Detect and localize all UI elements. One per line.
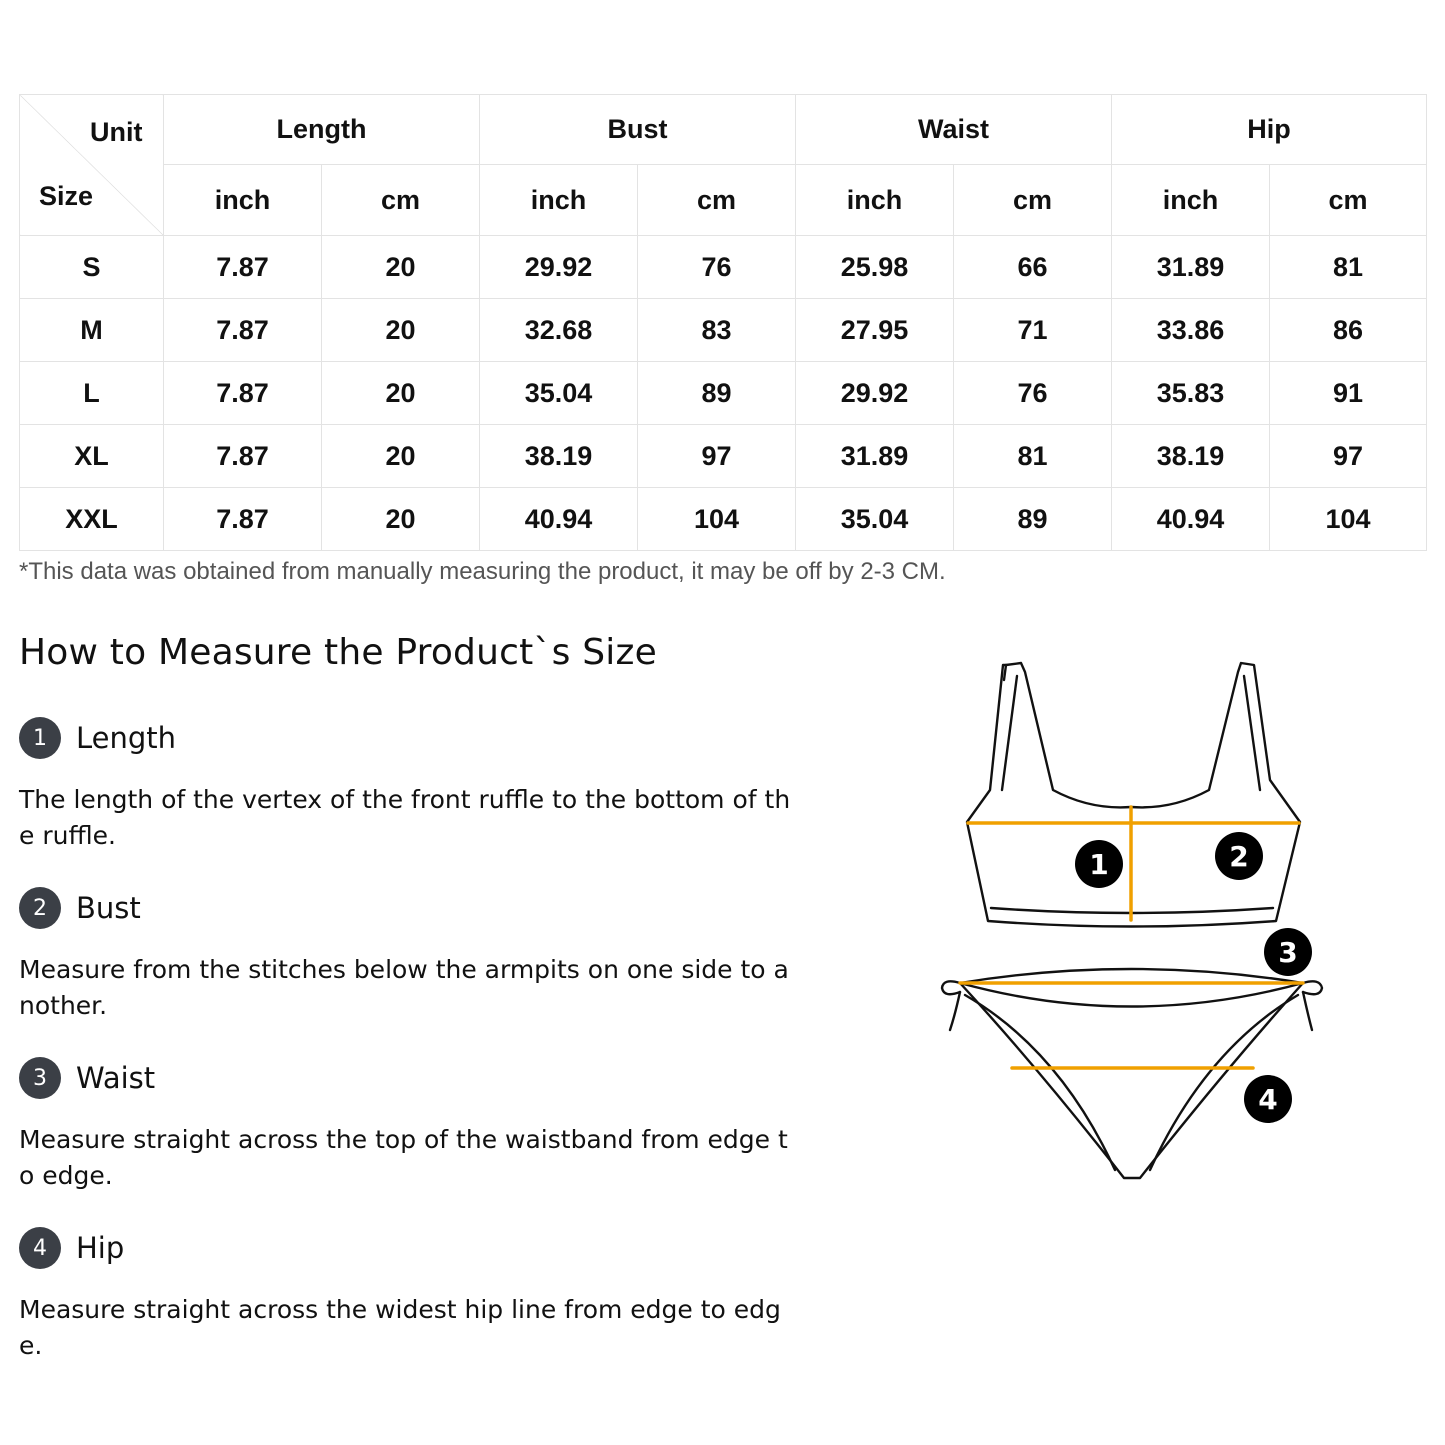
- step-name: Bust: [76, 891, 141, 925]
- value-cell: 97: [638, 425, 796, 488]
- unit-header-inch: inch: [1112, 165, 1270, 236]
- step-description: Measure straight across the widest hip line from edge to edge.: [19, 1295, 781, 1360]
- step-hip: [19, 1226, 809, 1364]
- corner-unit-label: Unit: [90, 117, 143, 147]
- guide-title: How to Measure the Product`s Size: [19, 632, 657, 673]
- value-cell: 89: [954, 488, 1112, 551]
- unit-header-inch: inch: [480, 165, 638, 236]
- value-cell: 71: [954, 299, 1112, 362]
- bikini-top-illustration: [967, 663, 1300, 927]
- size-cell: M: [20, 299, 164, 362]
- value-cell: 38.19: [1112, 425, 1270, 488]
- bikini-bottom-illustration: [942, 969, 1322, 1178]
- value-cell: 35.04: [480, 362, 638, 425]
- table-header-row: [20, 95, 1427, 165]
- marker-4: [1244, 1075, 1292, 1123]
- table-unit-row: [20, 165, 1427, 236]
- group-header-bust: Bust: [480, 95, 796, 165]
- value-cell: 35.04: [796, 488, 954, 551]
- step-number-badge: 1: [19, 717, 61, 759]
- size-cell: L: [20, 362, 164, 425]
- step-description: The length of the vertex of the front ruffle to the bottom of the ruffle.: [19, 785, 791, 850]
- marker-1: [1075, 840, 1123, 888]
- value-cell: 38.19: [480, 425, 638, 488]
- value-cell: 20: [322, 362, 480, 425]
- value-cell: 76: [954, 362, 1112, 425]
- bikini-measurement-diagram: [930, 655, 1330, 1195]
- value-cell: 40.94: [1112, 488, 1270, 551]
- size-chart-table: [19, 94, 1427, 551]
- step-description: Measure from the stitches below the armpits on one side to another.: [19, 955, 789, 1020]
- value-cell: 29.92: [796, 362, 954, 425]
- value-cell: 32.68: [480, 299, 638, 362]
- value-cell: 20: [322, 236, 480, 299]
- value-cell: 40.94: [480, 488, 638, 551]
- value-cell: 104: [638, 488, 796, 551]
- marker-2: [1215, 832, 1263, 880]
- value-cell: 27.95: [796, 299, 954, 362]
- step-number-badge: 2: [19, 887, 61, 929]
- value-cell: 7.87: [164, 488, 322, 551]
- unit-header-inch: inch: [796, 165, 954, 236]
- size-cell: XL: [20, 425, 164, 488]
- step-header: [19, 1226, 809, 1270]
- value-cell: 33.86: [1112, 299, 1270, 362]
- corner-size-label: Size: [39, 181, 94, 211]
- value-cell: 20: [322, 299, 480, 362]
- step-name: Hip: [76, 1231, 125, 1265]
- value-cell: 7.87: [164, 299, 322, 362]
- table-row: [20, 236, 1427, 299]
- unit-header-cm: cm: [1270, 165, 1427, 236]
- value-cell: 31.89: [1112, 236, 1270, 299]
- step-number-badge: 3: [19, 1057, 61, 1099]
- value-cell: 81: [1270, 236, 1427, 299]
- step-header: [19, 716, 809, 760]
- measurement-note: *This data was obtained from manually measuring the product, it may be off by 2-3 CM.: [19, 558, 946, 585]
- step-bust: [19, 886, 809, 1024]
- group-header-length: Length: [164, 95, 480, 165]
- table-row: [20, 488, 1427, 551]
- value-cell: 104: [1270, 488, 1427, 551]
- value-cell: 20: [322, 488, 480, 551]
- value-cell: 7.87: [164, 362, 322, 425]
- step-number-badge: 4: [19, 1227, 61, 1269]
- value-cell: 81: [954, 425, 1112, 488]
- step-name: Length: [76, 721, 177, 755]
- value-cell: 76: [638, 236, 796, 299]
- value-cell: 31.89: [796, 425, 954, 488]
- value-cell: 97: [1270, 425, 1427, 488]
- table-row: [20, 425, 1427, 488]
- value-cell: 86: [1270, 299, 1427, 362]
- group-header-hip: Hip: [1112, 95, 1427, 165]
- unit-header-cm: cm: [954, 165, 1112, 236]
- step-header: [19, 1056, 809, 1100]
- value-cell: 35.83: [1112, 362, 1270, 425]
- unit-header-inch: inch: [164, 165, 322, 236]
- value-cell: 25.98: [796, 236, 954, 299]
- value-cell: 7.87: [164, 425, 322, 488]
- svg-text:3: 3: [1278, 936, 1298, 969]
- size-cell: XXL: [20, 488, 164, 551]
- svg-text:4: 4: [1258, 1083, 1278, 1116]
- group-header-waist: Waist: [796, 95, 1112, 165]
- value-cell: 29.92: [480, 236, 638, 299]
- table-row: [20, 299, 1427, 362]
- svg-text:2: 2: [1229, 840, 1249, 873]
- step-header: [19, 886, 809, 930]
- value-cell: 83: [638, 299, 796, 362]
- step-length: [19, 716, 809, 854]
- table-row: [20, 362, 1427, 425]
- svg-text:1: 1: [1089, 848, 1109, 881]
- value-cell: 89: [638, 362, 796, 425]
- step-name: Waist: [76, 1061, 156, 1095]
- value-cell: 7.87: [164, 236, 322, 299]
- size-cell: S: [20, 236, 164, 299]
- step-waist: [19, 1056, 809, 1194]
- unit-header-cm: cm: [638, 165, 796, 236]
- value-cell: 66: [954, 236, 1112, 299]
- step-description: Measure straight across the top of the waistband from edge to edge.: [19, 1125, 788, 1190]
- table-corner-cell: [20, 95, 164, 236]
- value-cell: 20: [322, 425, 480, 488]
- marker-3: [1264, 928, 1312, 976]
- unit-header-cm: cm: [322, 165, 480, 236]
- value-cell: 91: [1270, 362, 1427, 425]
